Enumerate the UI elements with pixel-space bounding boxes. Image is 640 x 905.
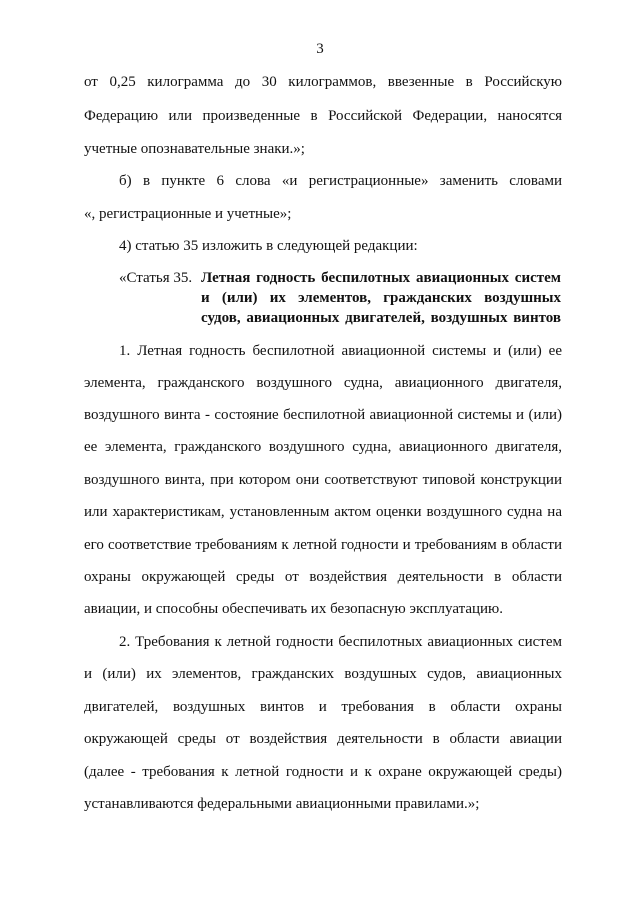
page-number: 3 xyxy=(316,41,324,57)
text-line: окружающей среды от воздействия деятельности в области авиации xyxy=(84,731,562,747)
text-line: 4) статью 35 изложить в следующей редакции: xyxy=(119,238,418,254)
text-line: б) в пункте 6 слова «и регистрационные» заменить словами xyxy=(119,173,562,189)
article-title-line: Летная годность беспилотных авиационных систем xyxy=(201,270,561,286)
text-line: 2. Требования к летной годности беспилотных авиационных систем xyxy=(119,634,562,650)
text-line: элемента, гражданского воздушного судна, авиационного двигателя, xyxy=(84,375,562,391)
text-line: авиации, и способны обеспечивать их безопасную эксплуатацию. xyxy=(84,601,504,617)
text-line: двигателей, воздушных винтов и требования в области охраны xyxy=(84,699,562,715)
text-line: охраны окружающей среды от воздействия деятельности в области xyxy=(84,569,562,585)
text-line: воздушного винта - состояние беспилотной авиационной системы и (или) xyxy=(84,407,562,423)
text-line: «, регистрационные и учетные»; xyxy=(84,206,292,222)
text-line: воздушного винта, при котором они соответствуют типовой конструкции xyxy=(84,472,562,488)
text-line: или характеристикам, установленным актом оценки воздушного судна на xyxy=(84,504,562,520)
text-line: Федерацию или произведенные в Российской Федерации, наносятся xyxy=(84,108,562,124)
article-number: «Статья 35. xyxy=(119,270,193,286)
text-line: ее элемента, гражданского воздушного судна, авиационного двигателя, xyxy=(84,439,562,455)
text-line: от 0,25 килограмма до 30 килограммов, ввезенные в Российскую xyxy=(84,74,562,90)
text-line: устанавливаются федеральными авиационными правилами.»; xyxy=(84,796,480,812)
article-title-line: и (или) их элементов, гражданских воздушных xyxy=(201,290,561,306)
article-title-line: судов, авиационных двигателей, воздушных винтов xyxy=(201,310,561,326)
text-line: его соответствие требованиям к летной годности и требованиям в области xyxy=(84,537,562,553)
text-line: и (или) их элементов, гражданских воздушных судов, авиационных xyxy=(84,666,562,682)
text-line: 1. Летная годность беспилотной авиационной системы и (или) ее xyxy=(119,343,562,359)
text-line: учетные опознавательные знаки.»; xyxy=(84,141,305,157)
text-line: (далее - требования к летной годности и к охране окружающей среды) xyxy=(84,764,562,780)
